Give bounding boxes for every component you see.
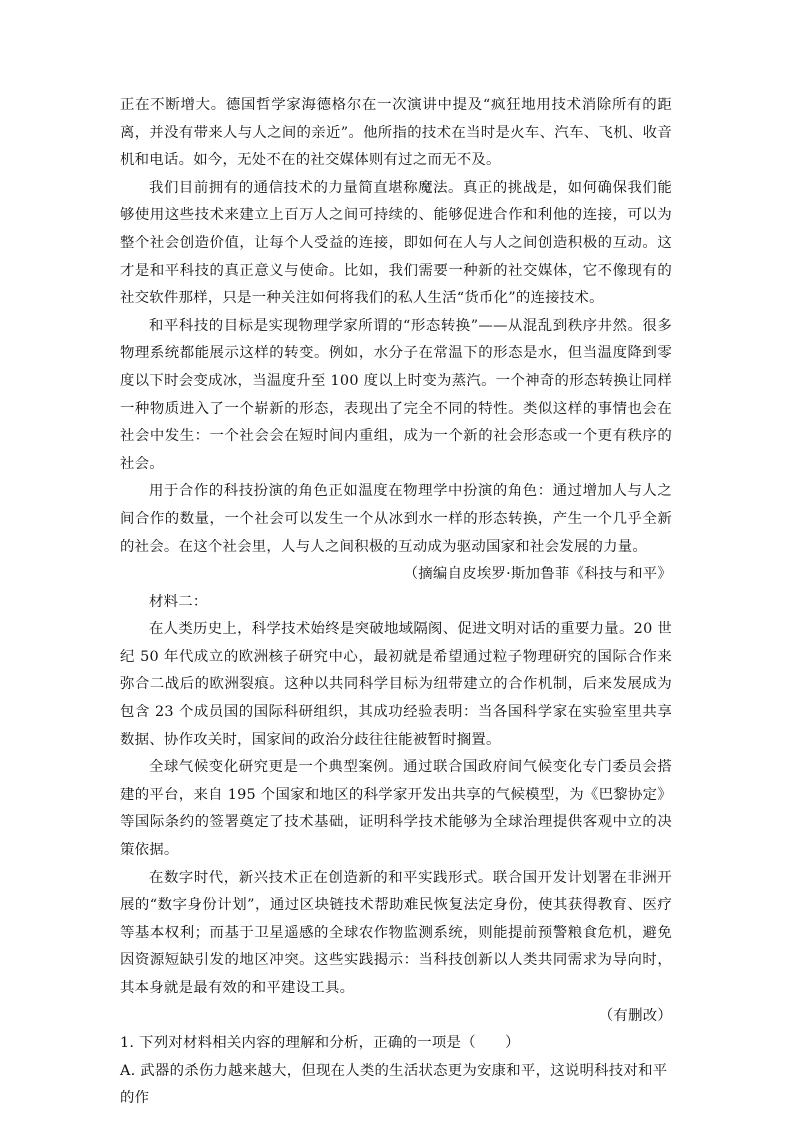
paragraph-6: 全球气候变化研究更是一个典型案例。通过联合国政府间气候变化专门委员会搭建的平台，来自 195 个国家和地区的科学家开发出共享的气候模型，为《巴黎协定》等国际条约的签署奠定了技术基础，证明科学技术能够为全球治理提供客观中立的决策依据。 bbox=[120, 759, 672, 859]
question-stem: 1. 下列对材料相关内容的理解和分析，正确的一项是（ ） bbox=[120, 1035, 520, 1052]
source-citation-2: （有删改） bbox=[598, 1007, 672, 1024]
source-citation-1: （摘编自皮埃罗·斯加鲁菲《科技与和平》 bbox=[403, 566, 672, 583]
paragraph-3: 和平科技的目标是实现物理学家所谓的“形态转换”——从混乱到秩序井然。很多物理系统都能展示这样的转变。例如，水分子在常温下的形态是水，但当温度降到零度以下时会变成冰，当温度升至 100 度以上时变为蒸汽。一个神奇的形态转换让同样一种物质进入了一个崭新的形态，表现出了完全不同的特性。类似这样的事情也会在社会中发生：一个社会会在短时间内重组，成为一个新的社会形态或一个更有秩序的社会。 bbox=[120, 317, 672, 472]
material-2-label: 材料二： bbox=[149, 593, 208, 610]
paragraph-5: 在人类历史上，科学技术始终是突破地域隔阂、促进文明对话的重要力量。20 世纪 50 年代成立的欧洲核子研究中心，最初就是希望通过粒子物理研究的国际合作来弥合二战后的欧洲裂痕。这种以共同科学目标为纽带建立的合作机制，后来发展成为包含 23 个成员国的国际科研组织，其成功经验表明：当各国科学家在实验室里共享数据、协作攻关时，国家间的政治分歧往往能被暂时搁置。 bbox=[120, 621, 672, 748]
paragraph-1: 正在不断增大。德国哲学家海德格尔在一次演讲中提及“疯狂地用技术消除所有的距离，并没有带来人与人之间的亲近”。他所指的技术在当时是火车、汽车、飞机、收音机和电话。如今，无处不在的社交媒体则有过之而无不及。 bbox=[120, 97, 672, 169]
paragraph-4: 用于合作的科技扮演的角色正如温度在物理学中扮演的角色：通过增加人与人之间合作的数量，一个社会可以发生一个从冰到水一样的形态转换，产生一个几乎全新的社会。在这个社会里，人与人之间积极的互动成为驱动国家和社会发展的力量。 bbox=[120, 483, 672, 555]
paragraph-7: 在数字时代，新兴技术正在创造新的和平实践形式。联合国开发计划署在非洲开展的“数字身份计划”，通过区块链技术帮助难民恢复法定身份，使其获得教育、医疗等基本权利；而基于卫星遥感的全球农作物监测系统，则能提前预警粮食危机，避免因资源短缺引发的地区冲突。这些实践揭示：当科技创新以人类共同需求为导向时，其本身就是最有效的和平建设工具。 bbox=[120, 869, 672, 996]
document-page bbox=[120, 92, 672, 1113]
paragraph-2: 我们目前拥有的通信技术的力量简直堪称魔法。真正的挑战是，如何确保我们能够使用这些技术来建立上百万人之间可持续的、能够促进合作和利他的连接，可以为整个社会创造价值，让每个人受益的连接，即如何在人与人之间创造积极的互动。这才是和平科技的真正意义与使命。比如，我们需要一种新的社交媒体，它不像现有的社交软件那样，只是一种关注如何将我们的私人生活“货币化”的连接技术。 bbox=[120, 179, 672, 307]
question-option-a: A. 武器的杀伤力越来越大，但现在人类的生活状态更为安康和平，这说明科技对和平的作 bbox=[120, 1062, 668, 1107]
